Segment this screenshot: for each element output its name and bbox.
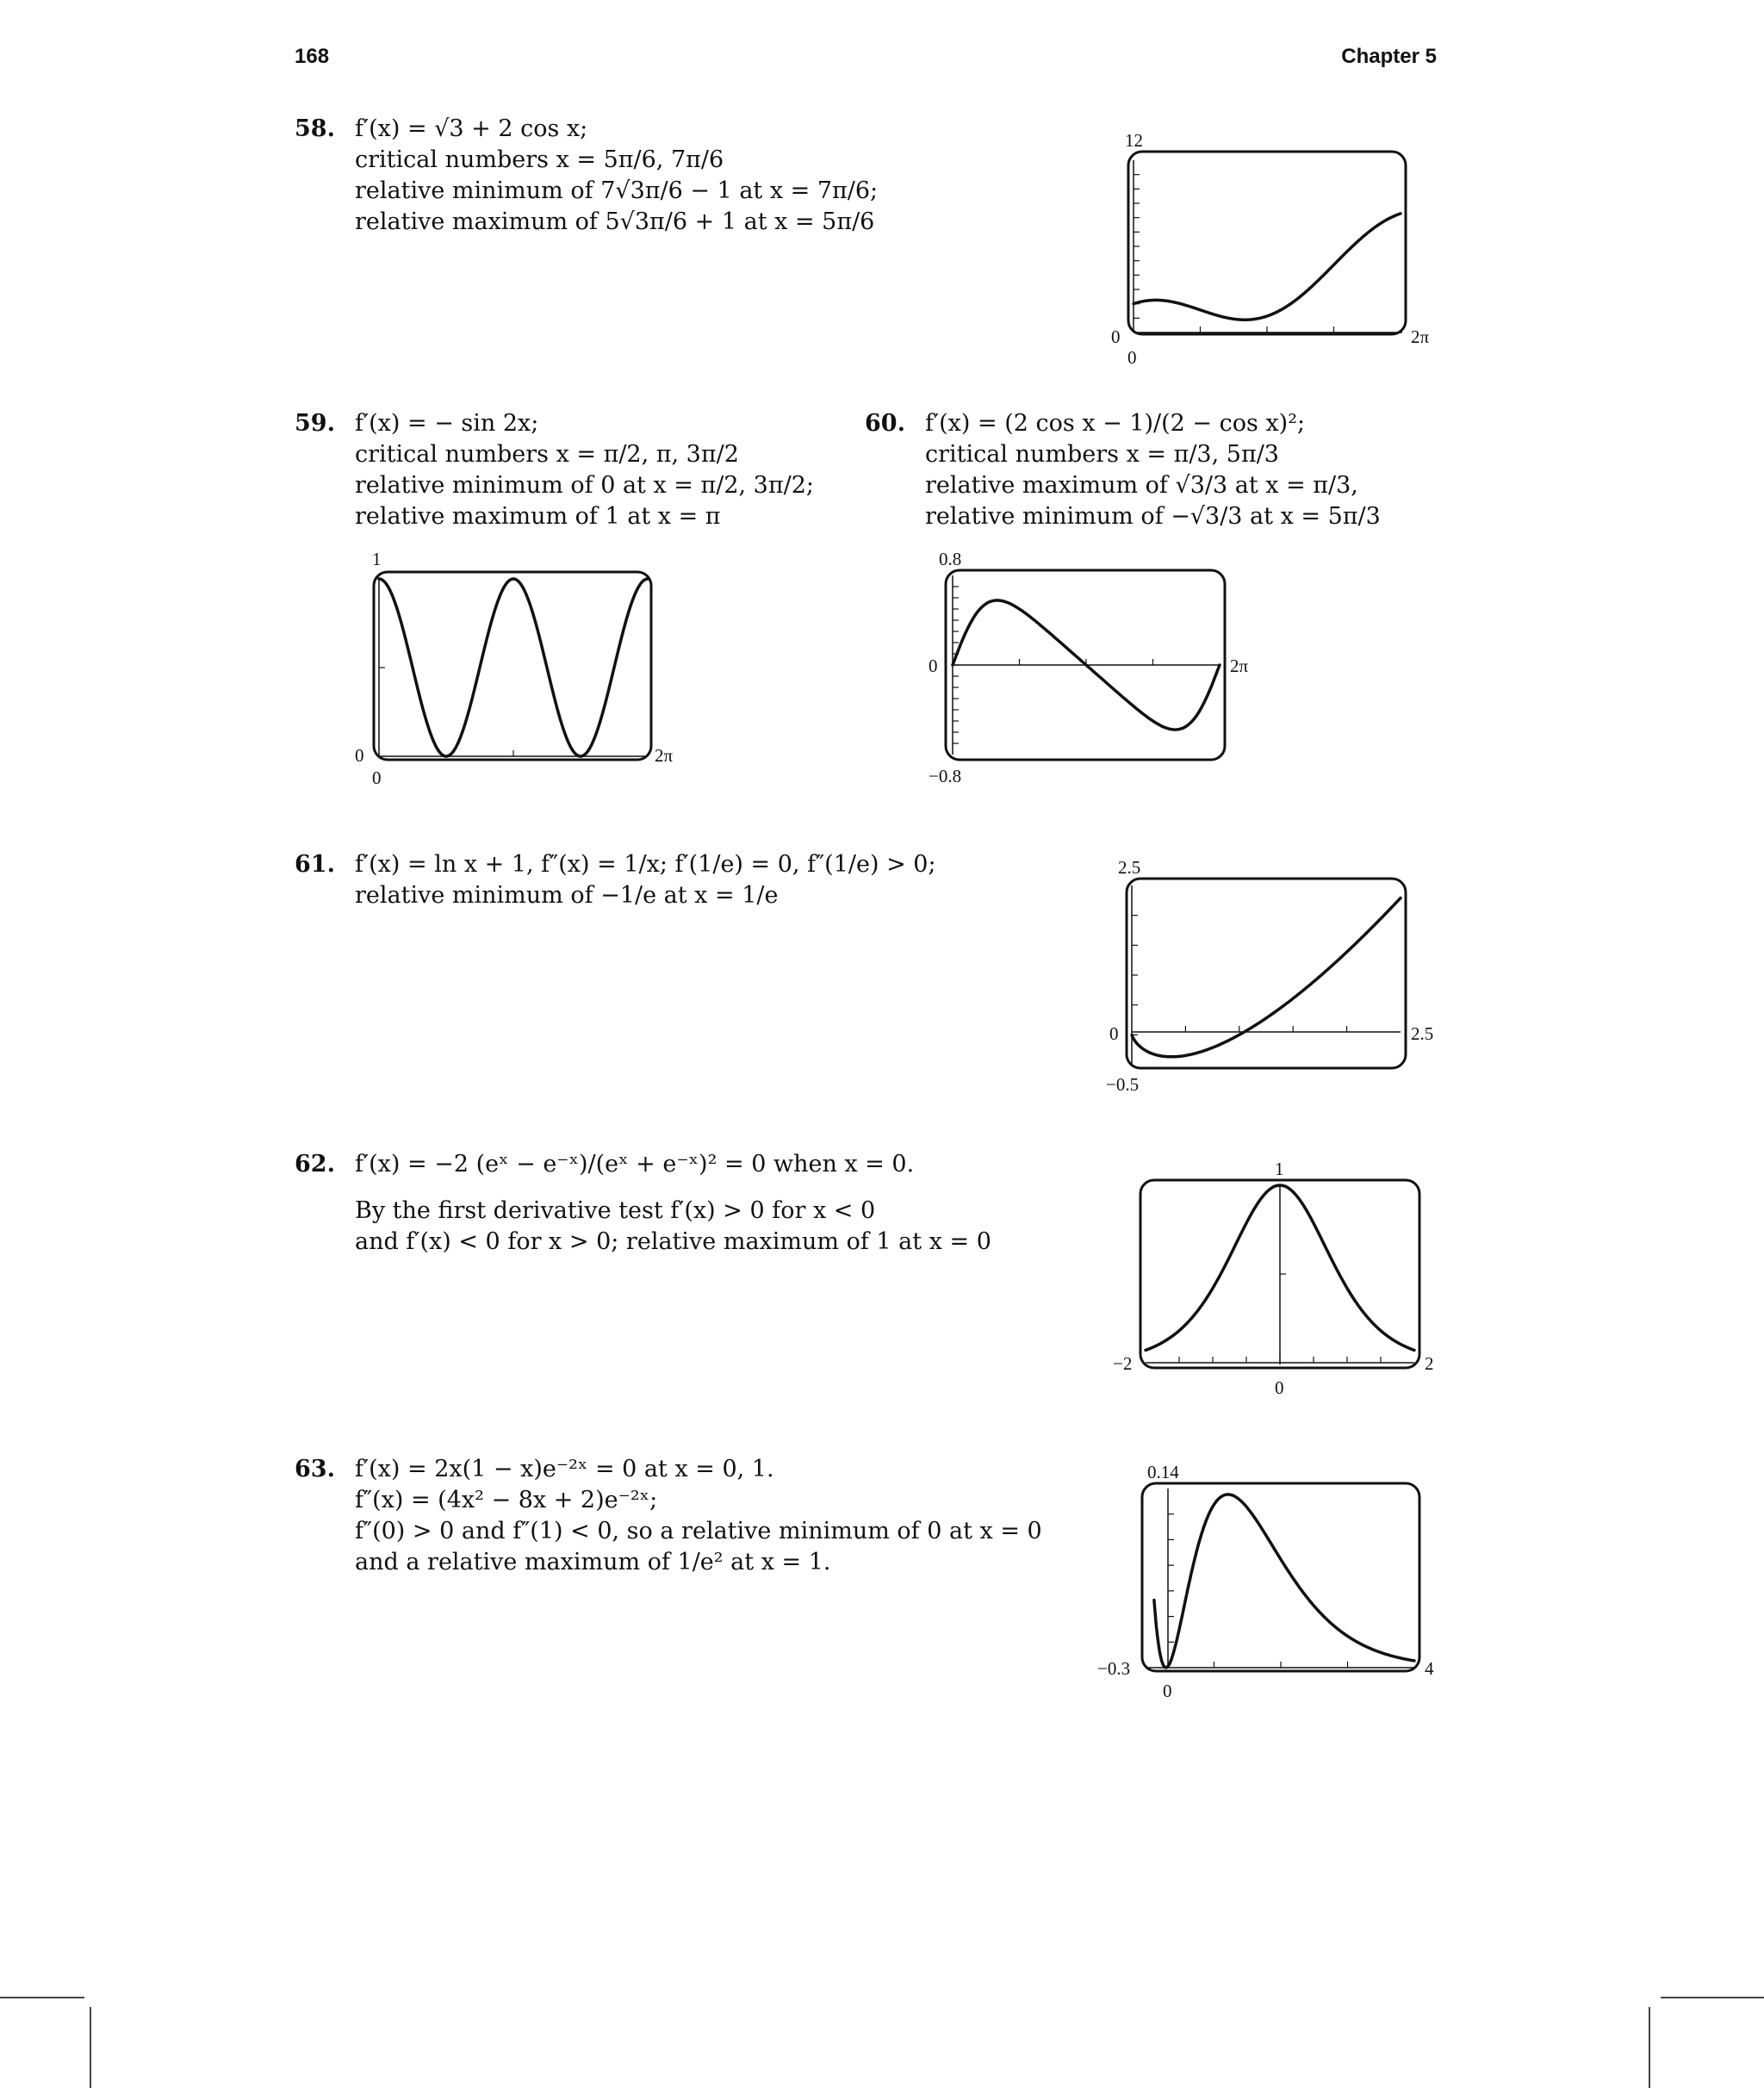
crop-mark: [1649, 2007, 1650, 2088]
crop-mark: [90, 2007, 91, 2088]
x-min-label: 0: [1127, 347, 1137, 368]
function-curve: [1154, 1495, 1414, 1668]
y-max-label: 0.8: [939, 549, 962, 569]
solution-line: f′(x) = −2 (eˣ − e⁻ˣ)/(eˣ + e⁻ˣ)² = 0 when x = 0.: [355, 1151, 915, 1178]
solution-line: f′(x) = − sin 2x;: [355, 410, 539, 437]
problem-number: 60.: [865, 410, 905, 437]
x-max-label: 2.5: [1411, 1023, 1434, 1044]
y-zero-label: 0: [1109, 1023, 1119, 1044]
problem-number: 62.: [295, 1151, 335, 1178]
solution-line: relative minimum of −1/e at x = 1/e: [355, 882, 779, 909]
solution-line: f″(x) = (4x² − 8x + 2)e⁻²ˣ;: [355, 1487, 658, 1513]
solution-line: critical numbers x = 5π/6, 7π/6: [355, 146, 724, 173]
x-min-label: −2: [1113, 1353, 1133, 1374]
y-max-label: 0.14: [1147, 1462, 1179, 1482]
y-min-label: −0.5: [1106, 1074, 1140, 1095]
x-max-label: 2π: [1411, 326, 1430, 347]
y-max-label: 1: [1275, 1159, 1284, 1179]
solution-line: critical numbers x = π/2, π, 3π/2: [355, 441, 739, 468]
x-zero-label: 0: [1275, 1377, 1284, 1398]
crop-mark: [1661, 1997, 1764, 1998]
problem-number: 63.: [295, 1456, 335, 1482]
page-number: 168: [295, 45, 330, 68]
solution-line: relative minimum of −√3/3 at x = 5π/3: [925, 503, 1381, 530]
problem-number: 58.: [295, 115, 335, 142]
x-max-label: 2: [1425, 1353, 1434, 1374]
solution-line: By the first derivative test f′(x) > 0 for x < 0: [355, 1197, 876, 1224]
x-min-label: −0.3: [1097, 1658, 1131, 1679]
solution-line: critical numbers x = π/3, 5π/3: [925, 441, 1279, 468]
y-max-label: 2.5: [1118, 857, 1141, 878]
x-zero-label: 0: [1163, 1681, 1172, 1701]
x-max-label: 2π: [1230, 656, 1249, 676]
solution-line: and a relative maximum of 1/e² at x = 1.: [355, 1549, 831, 1575]
solution-line: relative minimum of 7√3π/6 − 1 at x = 7π/6;: [355, 177, 879, 204]
solution-line: relative maximum of 1 at x = π: [355, 503, 721, 530]
y-max-label: 12: [1125, 130, 1143, 151]
problem-number: 59.: [295, 410, 335, 437]
solution-line: relative maximum of √3/3 at x = π/3,: [925, 472, 1358, 499]
chapter-title: Chapter 5: [1341, 45, 1437, 68]
x-min-label: 0: [372, 767, 382, 788]
solution-line: f′(x) = √3 + 2 cos x;: [355, 115, 588, 142]
solution-line: relative minimum of 0 at x = π/2, 3π/2;: [355, 472, 814, 499]
y-min-label: 0: [1111, 326, 1121, 347]
solution-line: f′(x) = (2 cos x − 1)/(2 − cos x)²;: [925, 410, 1306, 437]
solution-line: f′(x) = ln x + 1, f″(x) = 1/x; f′(1/e) = 0, f″(1/e) > 0;: [355, 851, 936, 878]
x-max-label: 4: [1425, 1658, 1434, 1679]
solution-line: f″(0) > 0 and f″(1) < 0, so a relative minimum of 0 at x = 0: [355, 1518, 1042, 1544]
solution-line: f′(x) = 2x(1 − x)e⁻²ˣ = 0 at x = 0, 1.: [355, 1456, 774, 1482]
solution-line: relative maximum of 5√3π/6 + 1 at x = 5π/6: [355, 208, 875, 235]
solution-line: and f′(x) < 0 for x > 0; relative maximum of 1 at x = 0: [355, 1228, 991, 1255]
crop-mark: [0, 1997, 84, 1998]
x-max-label: 2π: [655, 745, 674, 766]
y-min-label: 0: [355, 745, 364, 766]
y-zero-label: 0: [929, 656, 938, 676]
problem-number: 61.: [295, 851, 335, 878]
graph-frame: [1142, 1483, 1419, 1671]
tick-group: [1168, 1514, 1348, 1668]
y-min-label: −0.8: [929, 766, 962, 786]
y-max-label: 1: [372, 549, 382, 569]
